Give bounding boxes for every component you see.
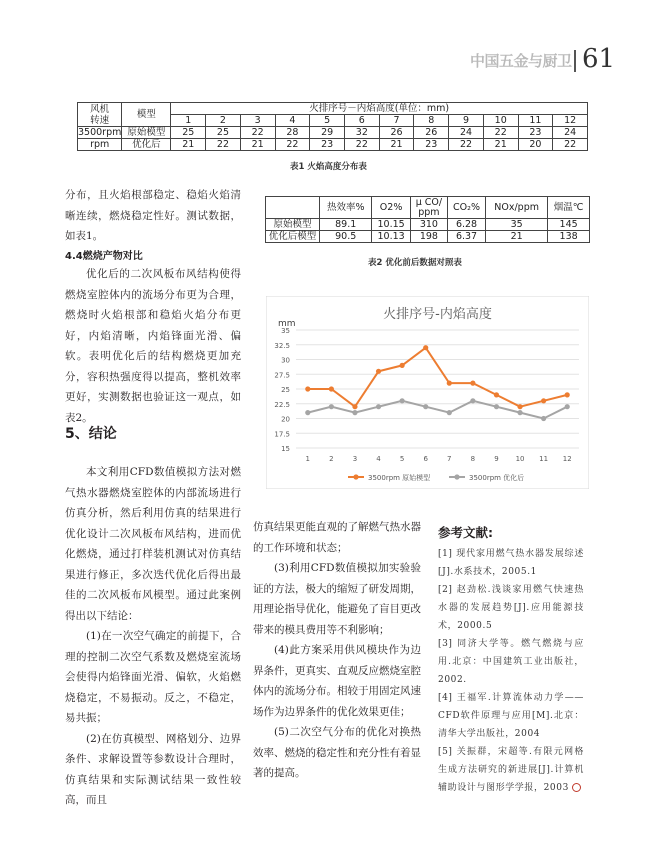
table-header-cell: 热效率% <box>320 197 372 219</box>
y-tick-label: 30 <box>281 356 290 365</box>
table-cell: 6.37 <box>448 231 486 243</box>
burner-index: 7 <box>379 115 414 127</box>
flame-height-chart <box>266 296 589 489</box>
table-cell: 22 <box>240 127 275 139</box>
table-row <box>78 127 588 139</box>
x-tick-label: 10 <box>515 455 525 463</box>
table1-caption: 表1 火焰高度分布表 <box>290 162 367 172</box>
table-header-cell: CO₂% <box>448 197 486 219</box>
data-point <box>565 392 570 397</box>
table-header-cell: O2% <box>372 197 410 219</box>
paragraph: (4)此方案采用供风模块作为边界条件，更真实、直观反应燃烧室腔体内的流场分布。相较于用固定风速场作为边界条件的优化效果更佳； <box>253 644 421 718</box>
x-tick-label: 8 <box>470 455 476 463</box>
table-cell: 145 <box>548 219 590 231</box>
x-tick-label: 1 <box>305 455 311 463</box>
model-cell: 原始模型 <box>122 127 171 139</box>
references-list <box>438 545 584 797</box>
table-cell: 22 <box>483 127 518 139</box>
chart-title: 火排序号-内焰高度 <box>383 307 492 322</box>
table-cell: 310 <box>410 219 447 231</box>
y-unit-label: mm <box>278 319 296 329</box>
y-tick-label: 25 <box>281 386 290 394</box>
table-cell: 22 <box>206 139 241 151</box>
table-cell: 原始模型 <box>266 219 320 231</box>
data-point <box>423 345 428 350</box>
paragraph: 本文利用CFD数值模拟方法对燃气热水器燃烧室腔体的内部流场进行仿真分析，然后利用仿真的结果进行优化设计二次风板布风结构，进而优化燃烧，通过打样装机测试对仿真结果进行修正，多次迭代优化后得出最佳的二次风板布风模型。通过此案例得出以下结论： <box>65 466 241 622</box>
model-cell: 优化后 <box>122 139 171 151</box>
burner-index: 11 <box>518 115 553 127</box>
data-point <box>352 410 357 415</box>
data-point <box>376 404 381 409</box>
x-tick-label: 12 <box>562 455 572 463</box>
y-tick-label: 35 <box>281 327 290 335</box>
table-header-cell: μ CO/ ppm <box>410 197 447 219</box>
legend-label: 3500rpm 原始模型 <box>368 474 431 482</box>
table-row <box>266 219 590 231</box>
data-point <box>400 398 405 403</box>
x-tick-label: 2 <box>329 455 334 463</box>
section-heading: 5、结论 <box>65 426 117 442</box>
table-cell: 24 <box>449 127 484 139</box>
table-cell: 23 <box>414 139 449 151</box>
burner-index: 1 <box>171 115 206 127</box>
references-heading: 参考文献: <box>438 525 493 540</box>
paragraph: (3)利用CFD数值模拟加实验验证的方法，极大的缩短了研发周期，用理论指导优化，能避免了盲目更改带来的模具费用等不利影响； <box>253 562 421 636</box>
y-tick-label: 22.5 <box>274 400 290 409</box>
table-cell: 26 <box>379 127 414 139</box>
x-tick-label: 9 <box>494 455 499 463</box>
legend-label: 3500rpm 优化后 <box>469 474 525 482</box>
paragraph: 优化后的二次风板布风结构使得燃烧室腔体内的流场分布更为合理，燃烧时火焰根部和稳焰火焰分布更好，内焰清晰，内焰锋面光滑、偏软。表明优化后的结构燃烧更加充分，容积热强度得以提高，整机效率更好，实测数据也验证这一观点，如表2。 <box>65 268 241 424</box>
table-header-cell: NOx/ppm <box>486 197 548 219</box>
middle-column <box>253 517 421 784</box>
table-cell: 21 <box>486 231 548 243</box>
table-cell: 25 <box>171 127 206 139</box>
paragraph: (2)在仿真模型、网格划分、边界条件、求解设置等参数设计合理时，仿真结果和实际测试结果一致性较高，而且 <box>65 732 241 806</box>
data-point <box>352 404 357 409</box>
table2-caption: 表2 优化前后数据对照表 <box>368 258 462 268</box>
chart-svg <box>266 296 589 489</box>
data-point <box>329 404 334 409</box>
reference-item: [5] 关振群，宋超等.有限元网格生成方法研究的新进展[J].计算机辅助设计与图形学学报，2003 <box>438 747 584 793</box>
data-point <box>329 386 334 391</box>
table-cell: 25 <box>206 127 241 139</box>
left-column-mid <box>65 264 241 428</box>
flame-height-table <box>77 102 588 151</box>
data-point <box>517 410 522 415</box>
table-cell: 20 <box>518 139 553 151</box>
table-cell: 21 <box>240 139 275 151</box>
data-point <box>305 410 310 415</box>
table-cell: 24 <box>553 127 588 139</box>
table-cell: 22 <box>275 139 310 151</box>
y-tick-label: 17.5 <box>274 430 290 439</box>
left-column-bottom <box>65 462 241 811</box>
burner-index: 2 <box>206 115 241 127</box>
burner-index: 5 <box>310 115 345 127</box>
paragraph: (5)二次空气分布的优化对换热效率、燃烧的稳定性和充分性有着显著的提高。 <box>253 726 421 779</box>
data-point <box>470 381 475 386</box>
reference-item: [2] 赵劲松.浅谈家用燃气快速热水器的发展趋势[J].应用能源技术，2000.5 <box>438 585 584 631</box>
x-tick-label: 6 <box>423 455 428 463</box>
rpm-cell: rpm <box>78 139 122 151</box>
rpm-cell: 3500rpm <box>78 127 122 138</box>
data-point <box>494 404 499 409</box>
y-tick-label: 20 <box>281 415 290 424</box>
model-header: 模型 <box>122 103 171 127</box>
table-cell: 22 <box>344 139 379 151</box>
burner-index: 4 <box>275 115 310 127</box>
data-point <box>517 404 522 409</box>
data-point <box>447 381 452 386</box>
data-point <box>541 398 546 403</box>
table-cell: 26 <box>414 127 449 139</box>
data-point <box>305 386 310 391</box>
x-tick-label: 4 <box>376 455 381 463</box>
x-tick-label: 11 <box>539 455 549 463</box>
data-point <box>541 416 546 421</box>
table-cell: 138 <box>548 231 590 243</box>
data-point <box>565 404 570 409</box>
burner-index: 6 <box>344 115 379 127</box>
page-number: 61 <box>582 44 616 74</box>
table-cell: 21 <box>379 139 414 151</box>
x-tick-label: 5 <box>399 455 405 463</box>
paragraph: (1)在一次空气确定的前提下，合理的控制二次空气系数及燃烧室流场会使得内焰锋面光滑、偏软，火焰燃烧稳定，不易振动。反之，不稳定，易共振； <box>65 630 241 724</box>
paragraph: 分布，且火焰根部稳定、稳焰火焰清晰连续，燃烧稳定性好。测试数据，如表1。 <box>65 189 241 242</box>
y-tick-label: 32.5 <box>274 341 290 350</box>
table-cell: 29 <box>310 127 345 139</box>
rpm-header: 风机 转速 <box>78 103 122 127</box>
comparison-table <box>265 196 590 243</box>
data-point <box>423 404 428 409</box>
x-tick-label: 7 <box>447 455 452 463</box>
y-tick-label: 27.5 <box>274 371 290 380</box>
data-point <box>376 369 381 374</box>
table-cell: 22 <box>449 139 484 151</box>
table-cell: 10.13 <box>372 231 410 243</box>
table-header-row <box>266 197 590 219</box>
table-cell: 35 <box>486 219 548 231</box>
subheading: 4.4燃烧产物对比 <box>65 251 143 262</box>
burner-index: 3 <box>240 115 275 127</box>
left-column-top <box>65 185 241 247</box>
burner-index: 12 <box>553 115 588 127</box>
reference-item: [3] 同济大学等。燃气燃烧与应用.北京：中国建筑工业出版社，2002. <box>438 639 584 685</box>
legend-marker <box>454 474 459 479</box>
table-header-cell <box>266 197 320 219</box>
x-tick-label: 3 <box>352 455 358 463</box>
data-point <box>494 392 499 397</box>
y-tick-label: 15 <box>281 445 290 453</box>
table-cell: 6.28 <box>448 219 486 231</box>
data-point <box>400 363 405 368</box>
reference-item: [1] 现代家用燃气热水器发展综述[J].水系技术，2005.1 <box>438 549 584 577</box>
burner-index: 8 <box>414 115 449 127</box>
table-cell: 21 <box>483 139 518 151</box>
table-row <box>266 231 590 243</box>
table-cell: 23 <box>310 139 345 151</box>
data-point <box>470 398 475 403</box>
table-cell: 22 <box>553 139 588 151</box>
table-cell: 90.5 <box>320 231 372 243</box>
table-cell: 32 <box>344 127 379 139</box>
table-cell: 21 <box>171 139 206 151</box>
magazine-logo: 中国五金与厨卫 <box>470 52 572 70</box>
paragraph: 仿真结果更能直观的了解燃气热水器的工作环境和状态； <box>253 521 421 554</box>
table-cell: 优化后模型 <box>266 231 320 243</box>
reference-item: [4] 王福军.计算流体动力学——CFD软件原理与应用[M].北京：清华大学出版社，2004 <box>438 693 584 739</box>
table-row <box>78 139 588 151</box>
burner-index: 10 <box>483 115 518 127</box>
header-divider <box>574 50 576 72</box>
burner-group-header: 火排序号－内焰高度(单位：mm) <box>171 103 588 115</box>
legend-marker <box>353 474 358 479</box>
table-cell: 10.15 <box>372 219 410 231</box>
table-cell: 89.1 <box>320 219 372 231</box>
burner-index: 9 <box>449 115 484 127</box>
table-cell: 198 <box>410 231 447 243</box>
table-header-cell: 烟温℃ <box>548 197 590 219</box>
end-mark-icon <box>572 783 581 792</box>
table-cell: 28 <box>275 127 310 139</box>
data-point <box>447 410 452 415</box>
table-cell: 23 <box>518 127 553 139</box>
